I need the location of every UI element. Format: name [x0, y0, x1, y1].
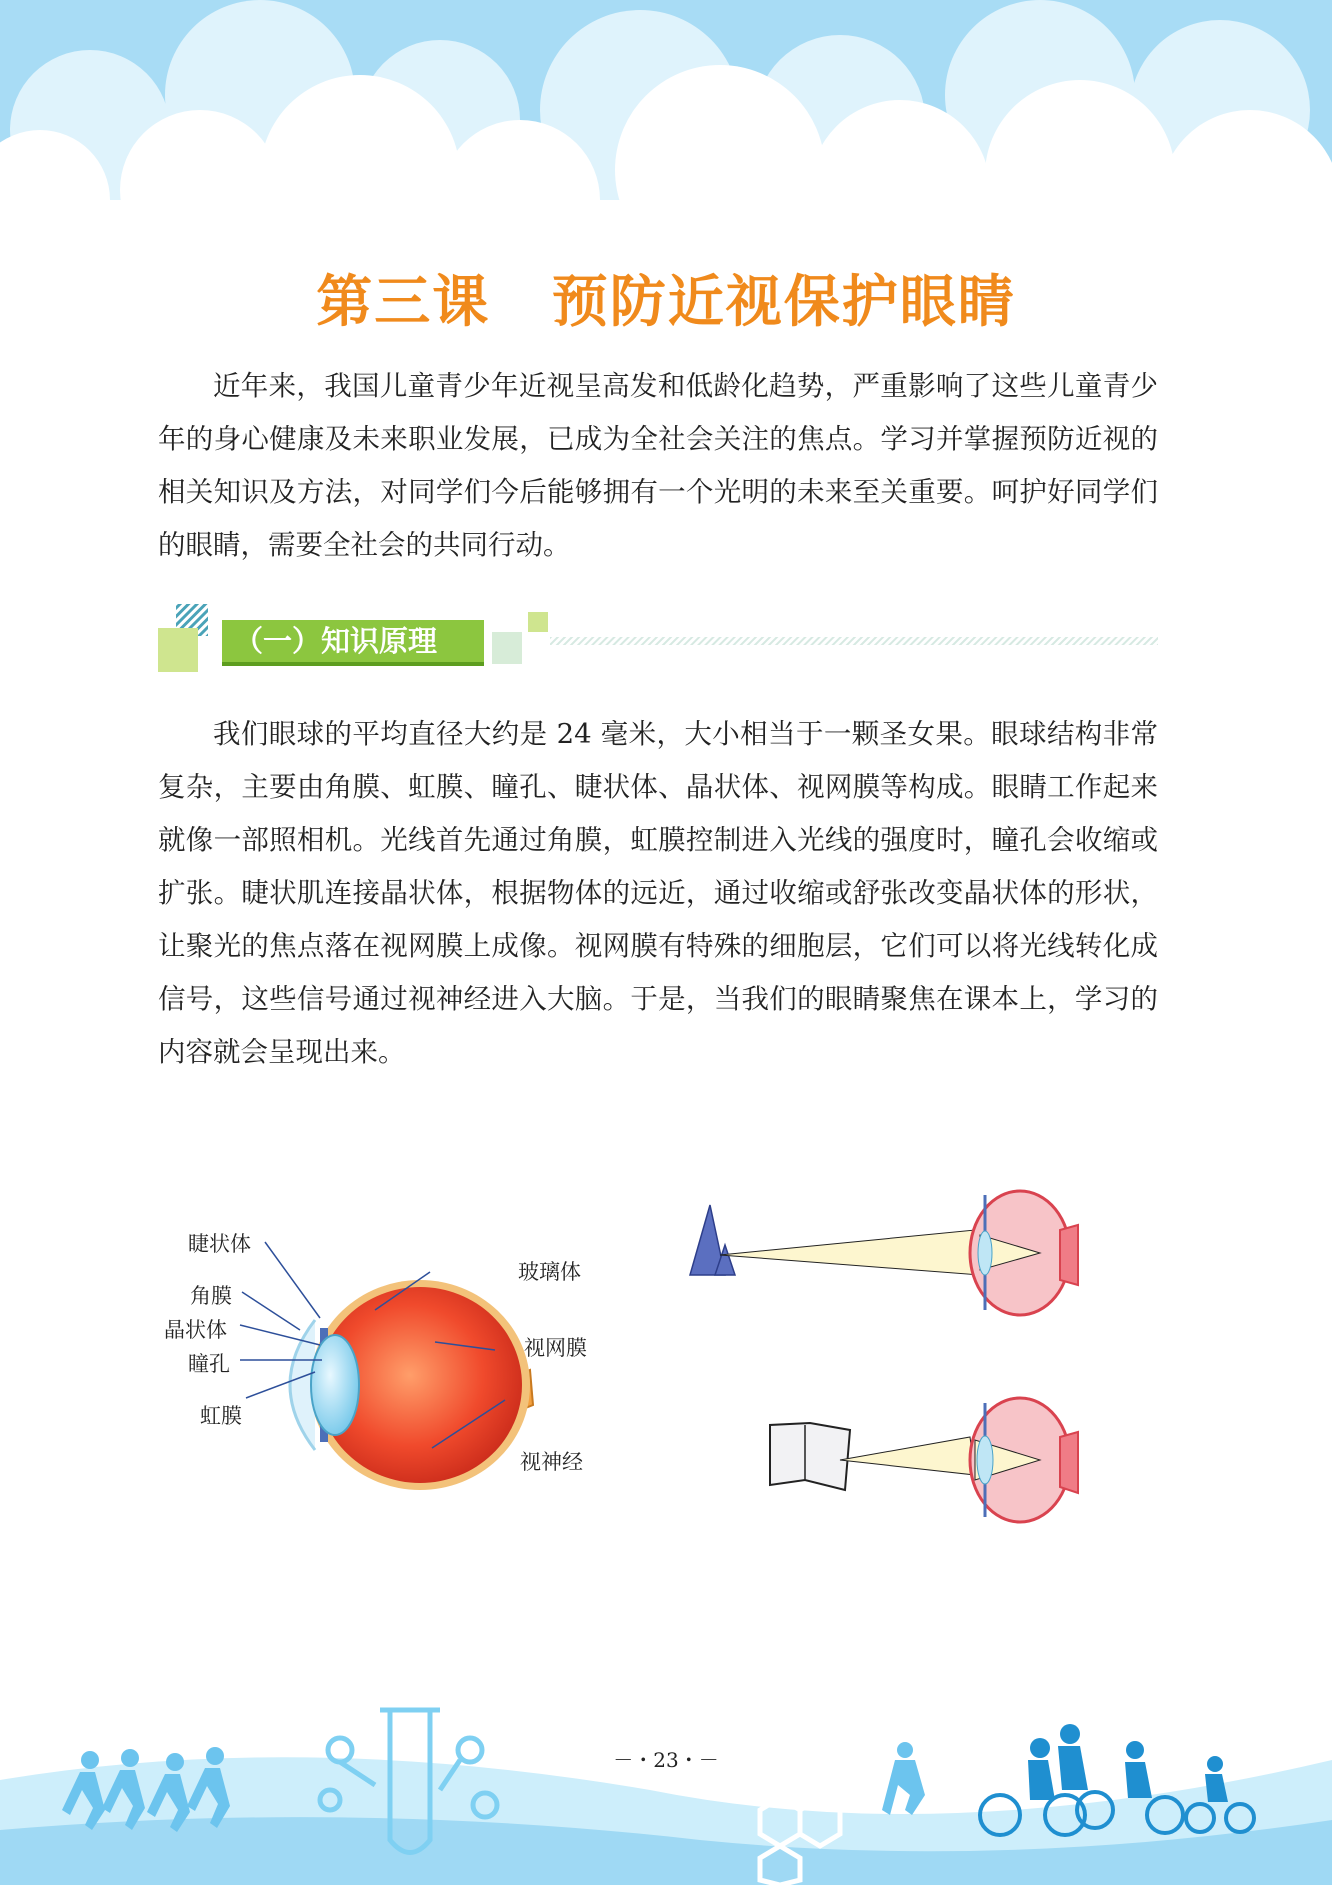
page-number: －・23・－ — [613, 1748, 719, 1772]
label-cornea: 角膜 — [190, 1284, 232, 1308]
eye-focus-diagram — [680, 1175, 1080, 1530]
section-title: （一）知识原理 — [222, 620, 484, 666]
body-text: 我们眼球的平均直径大约是 24 毫米，大小相当于一颗圣女果。眼球结构非常复杂，主要由角膜、虹膜、瞳孔、睫状体、晶状体、视网膜等构成。眼睛工作起来就像一部照相机。光线首先通过角膜，虹膜控制进入光线的强度时，瞳孔会收缩或扩张。睫状肌连接晶状体，根据物体的远近，通过收缩或舒张改变晶状体的形状，让聚光的焦点落在视网膜上成像。视网膜有特殊的细胞层，它们可以将光线转化成信号，这些信号通过视神经进入大脑。于是，当我们的眼睛聚焦在课本上，学习的内容就会呈现出来。 — [158, 718, 1158, 1068]
label-vitreous: 玻璃体 — [518, 1260, 581, 1284]
label-lens: 晶状体 — [164, 1318, 227, 1342]
header-cloud-banner — [0, 0, 1332, 240]
label-ciliary-body: 睫状体 — [188, 1232, 251, 1256]
label-optic-nerve: 视神经 — [520, 1450, 583, 1474]
body-paragraph — [158, 708, 1158, 1079]
book-icon — [770, 1423, 850, 1490]
intro-text: 近年来，我国儿童青少年近视呈高发和低龄化趋势，严重影响了这些儿童青少年的身心健康及未来职业发展，已成为全社会关注的焦点。学习并掌握预防近视的相关知识及方法，对同学们今后能够拥有一个光明的未来至关重要。呵护好同学们的眼睛，需要全社会的共同行动。 — [158, 370, 1158, 561]
footer-decoration — [0, 1690, 1332, 1885]
intro-paragraph — [158, 360, 1158, 572]
label-retina: 视网膜 — [524, 1336, 587, 1360]
label-pupil: 瞳孔 — [188, 1352, 230, 1376]
page-title: 第三课 预防近视保护眼睛 — [316, 270, 1016, 335]
label-iris: 虹膜 — [200, 1404, 242, 1428]
